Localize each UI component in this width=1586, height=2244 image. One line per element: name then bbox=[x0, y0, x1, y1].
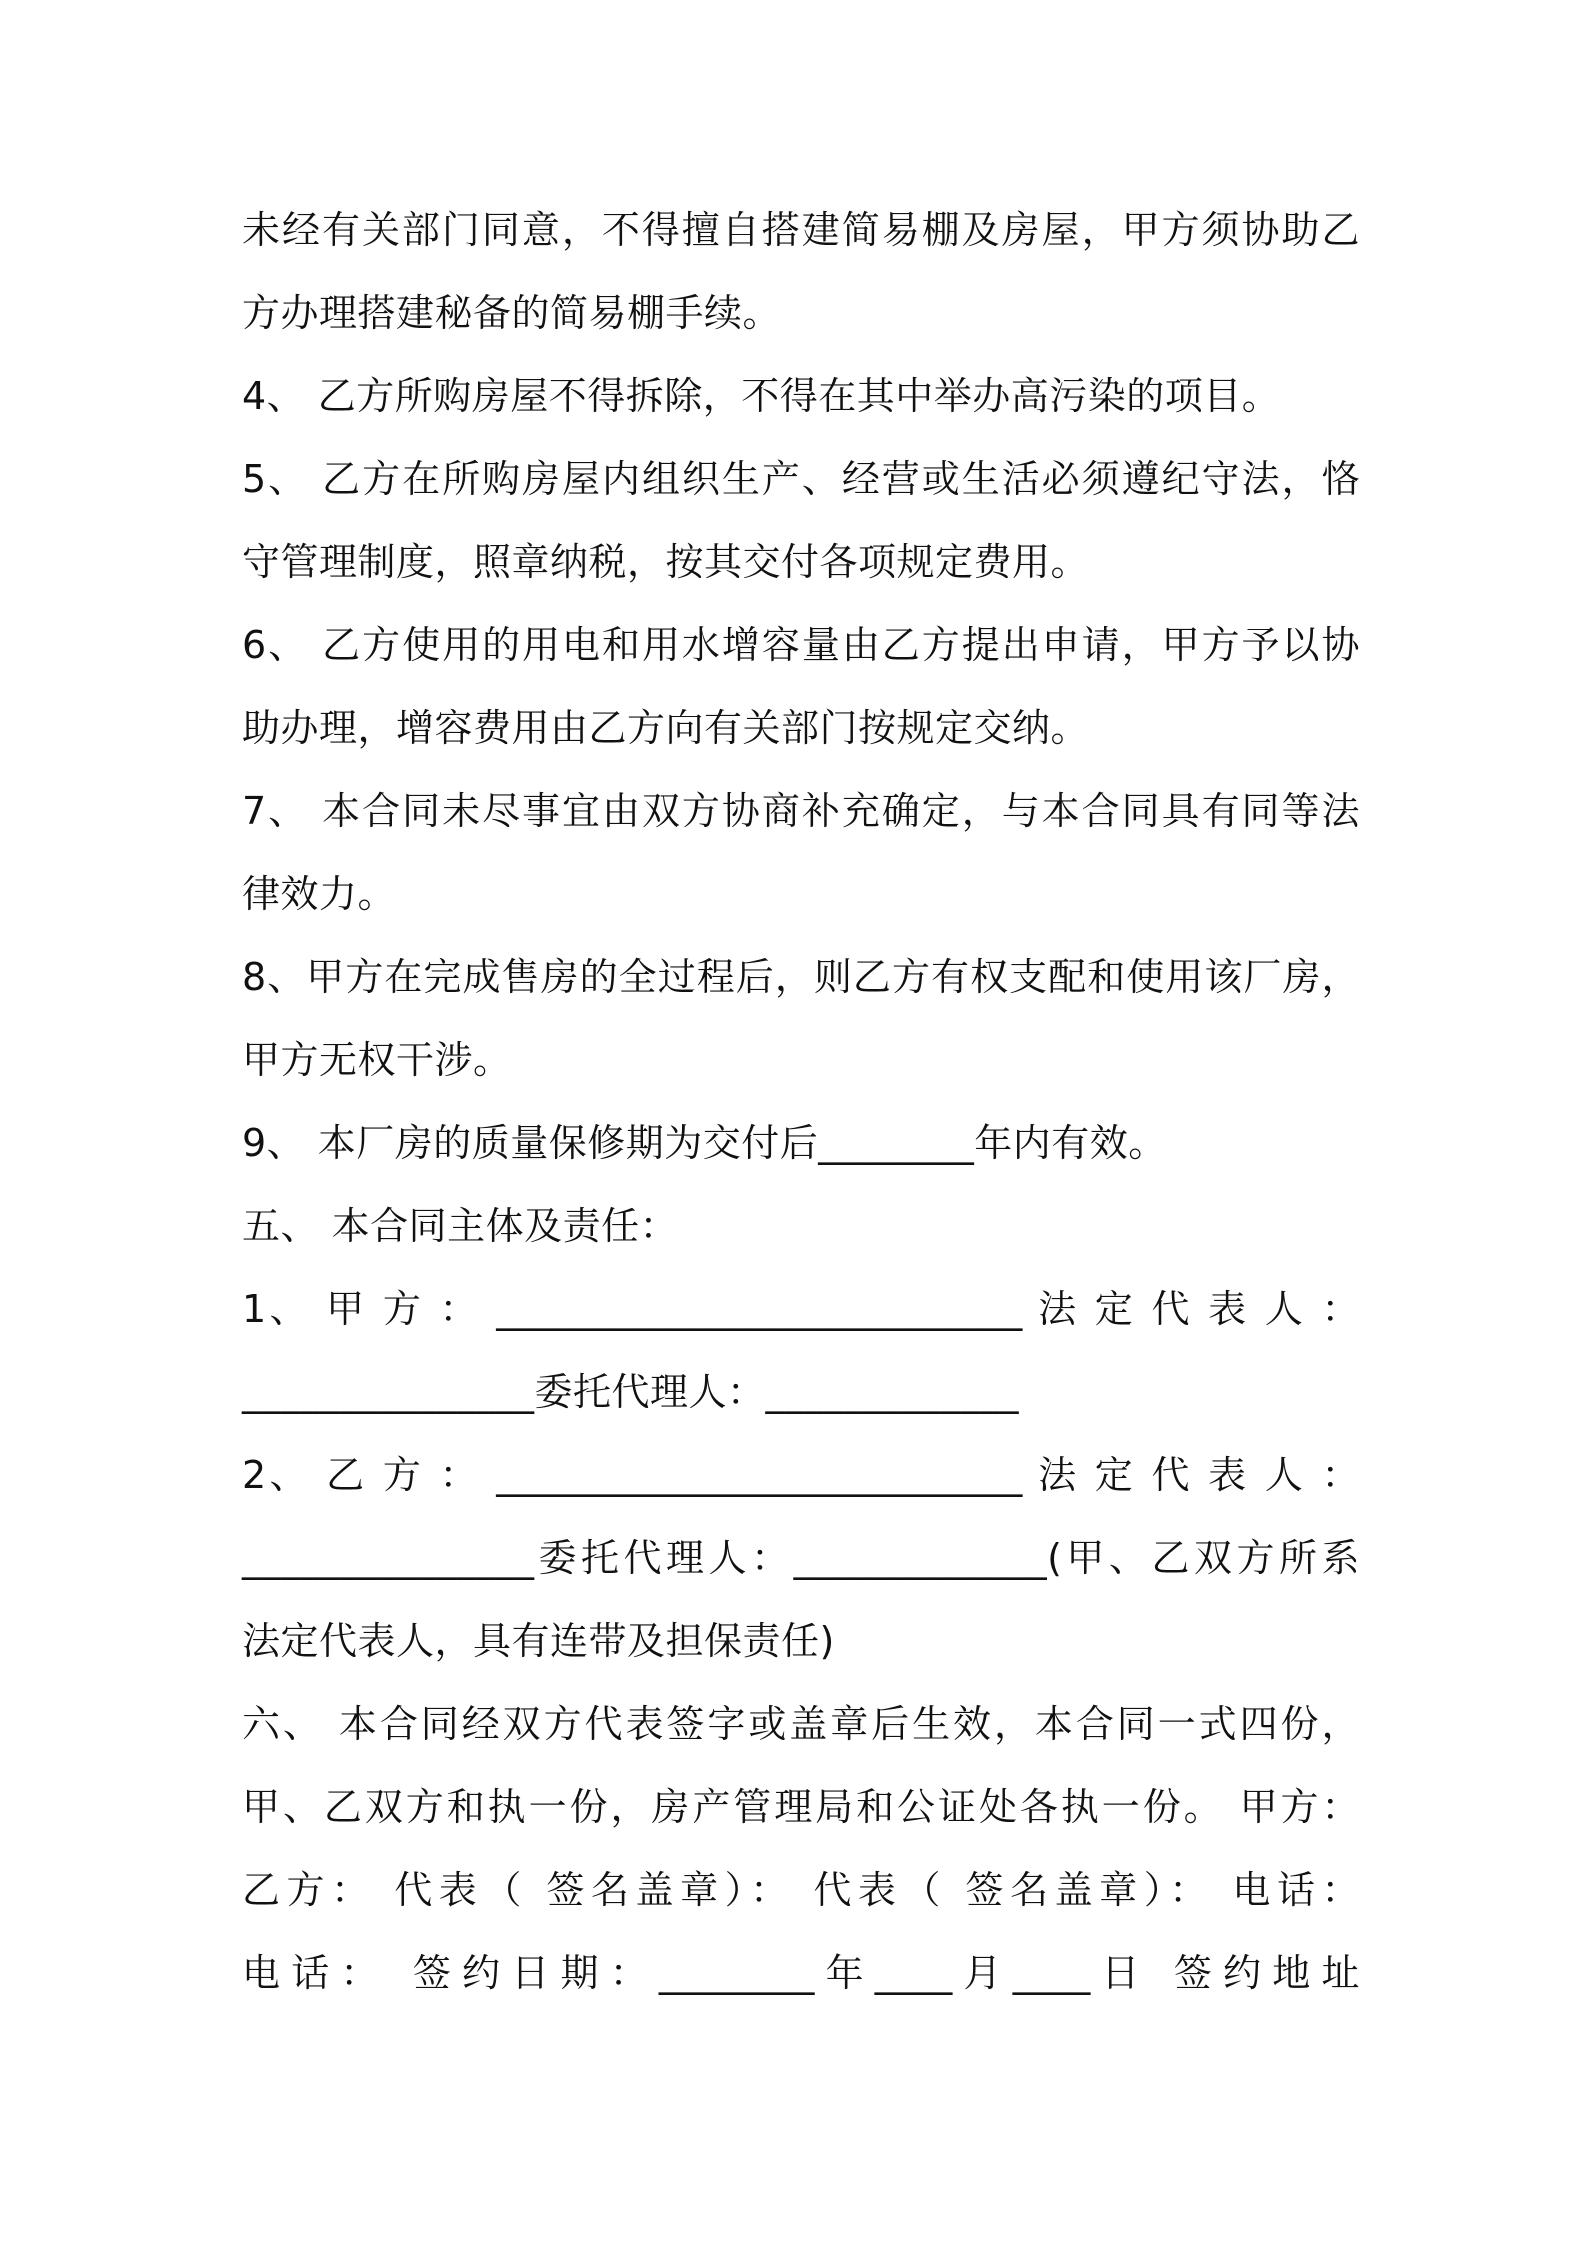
clause-4: 4、 乙方所购房屋不得拆除，不得在其中举办高污染的项目。 bbox=[242, 374, 1281, 418]
clause-9: 9、 本厂房的质量保修期为交付后________年内有效。 bbox=[242, 1121, 1167, 1165]
signing-date-line: 电话： 签约日期：________年____月____日 签约地址 bbox=[242, 1951, 1360, 1995]
text-line-1: 未经有关部门同意，不得擅自搭建简易棚及房屋，甲方须协助乙 bbox=[242, 208, 1360, 252]
section-6: 六、 本合同经双方代表签字或盖章后生效，本合同一式四份， bbox=[242, 1702, 1360, 1746]
section-5-heading: 五、 本合同主体及责任： bbox=[242, 1204, 679, 1248]
signature-line: 乙方： 代表（ 签名盖章）： 代表（ 签名盖章）： 电话： bbox=[242, 1868, 1360, 1912]
clause-5: 5、 乙方在所购房屋内组织生产、经营或生活必须遵纪守法，恪 bbox=[242, 457, 1360, 501]
clause-6: 6、 乙方使用的用电和用水增容量由乙方提出申请，甲方予以协 bbox=[242, 623, 1360, 667]
party-a-line: 1、 甲 方 ： ___________________________ 法 定 代 表 人 ： bbox=[242, 1287, 1360, 1331]
text-line-2: 方办理搭建秘备的简易棚手续。 bbox=[242, 291, 782, 335]
party-b-agent-line: _______________委托代理人：_____________(甲、乙双方所系 bbox=[242, 1536, 1360, 1580]
clause-7-cont: 律效力。 bbox=[242, 872, 397, 916]
liability-note: 法定代表人，具有连带及担保责任) bbox=[242, 1619, 835, 1663]
party-b-line: 2、 乙 方 ： ___________________________ 法 定 代 表 人 ： bbox=[242, 1453, 1360, 1497]
clause-7: 7、 本合同未尽事宜由双方协商补充确定，与本合同具有同等法 bbox=[242, 789, 1360, 833]
party-a-agent-line: _______________委托代理人：_____________ bbox=[242, 1370, 1020, 1414]
clause-5-cont: 守管理制度，照章纳税，按其交付各项规定费用。 bbox=[242, 540, 1090, 584]
clause-6-cont: 助办理，增容费用由乙方向有关部门按规定交纳。 bbox=[242, 706, 1090, 750]
section-6-cont: 甲、乙双方和执一份，房产管理局和公证处各执一份。 甲方： bbox=[242, 1785, 1360, 1829]
clause-8-cont: 甲方无权干涉。 bbox=[242, 1038, 512, 1082]
clause-8: 8、甲方在完成售房的全过程后，则乙方有权支配和使用该厂房， bbox=[242, 955, 1360, 999]
